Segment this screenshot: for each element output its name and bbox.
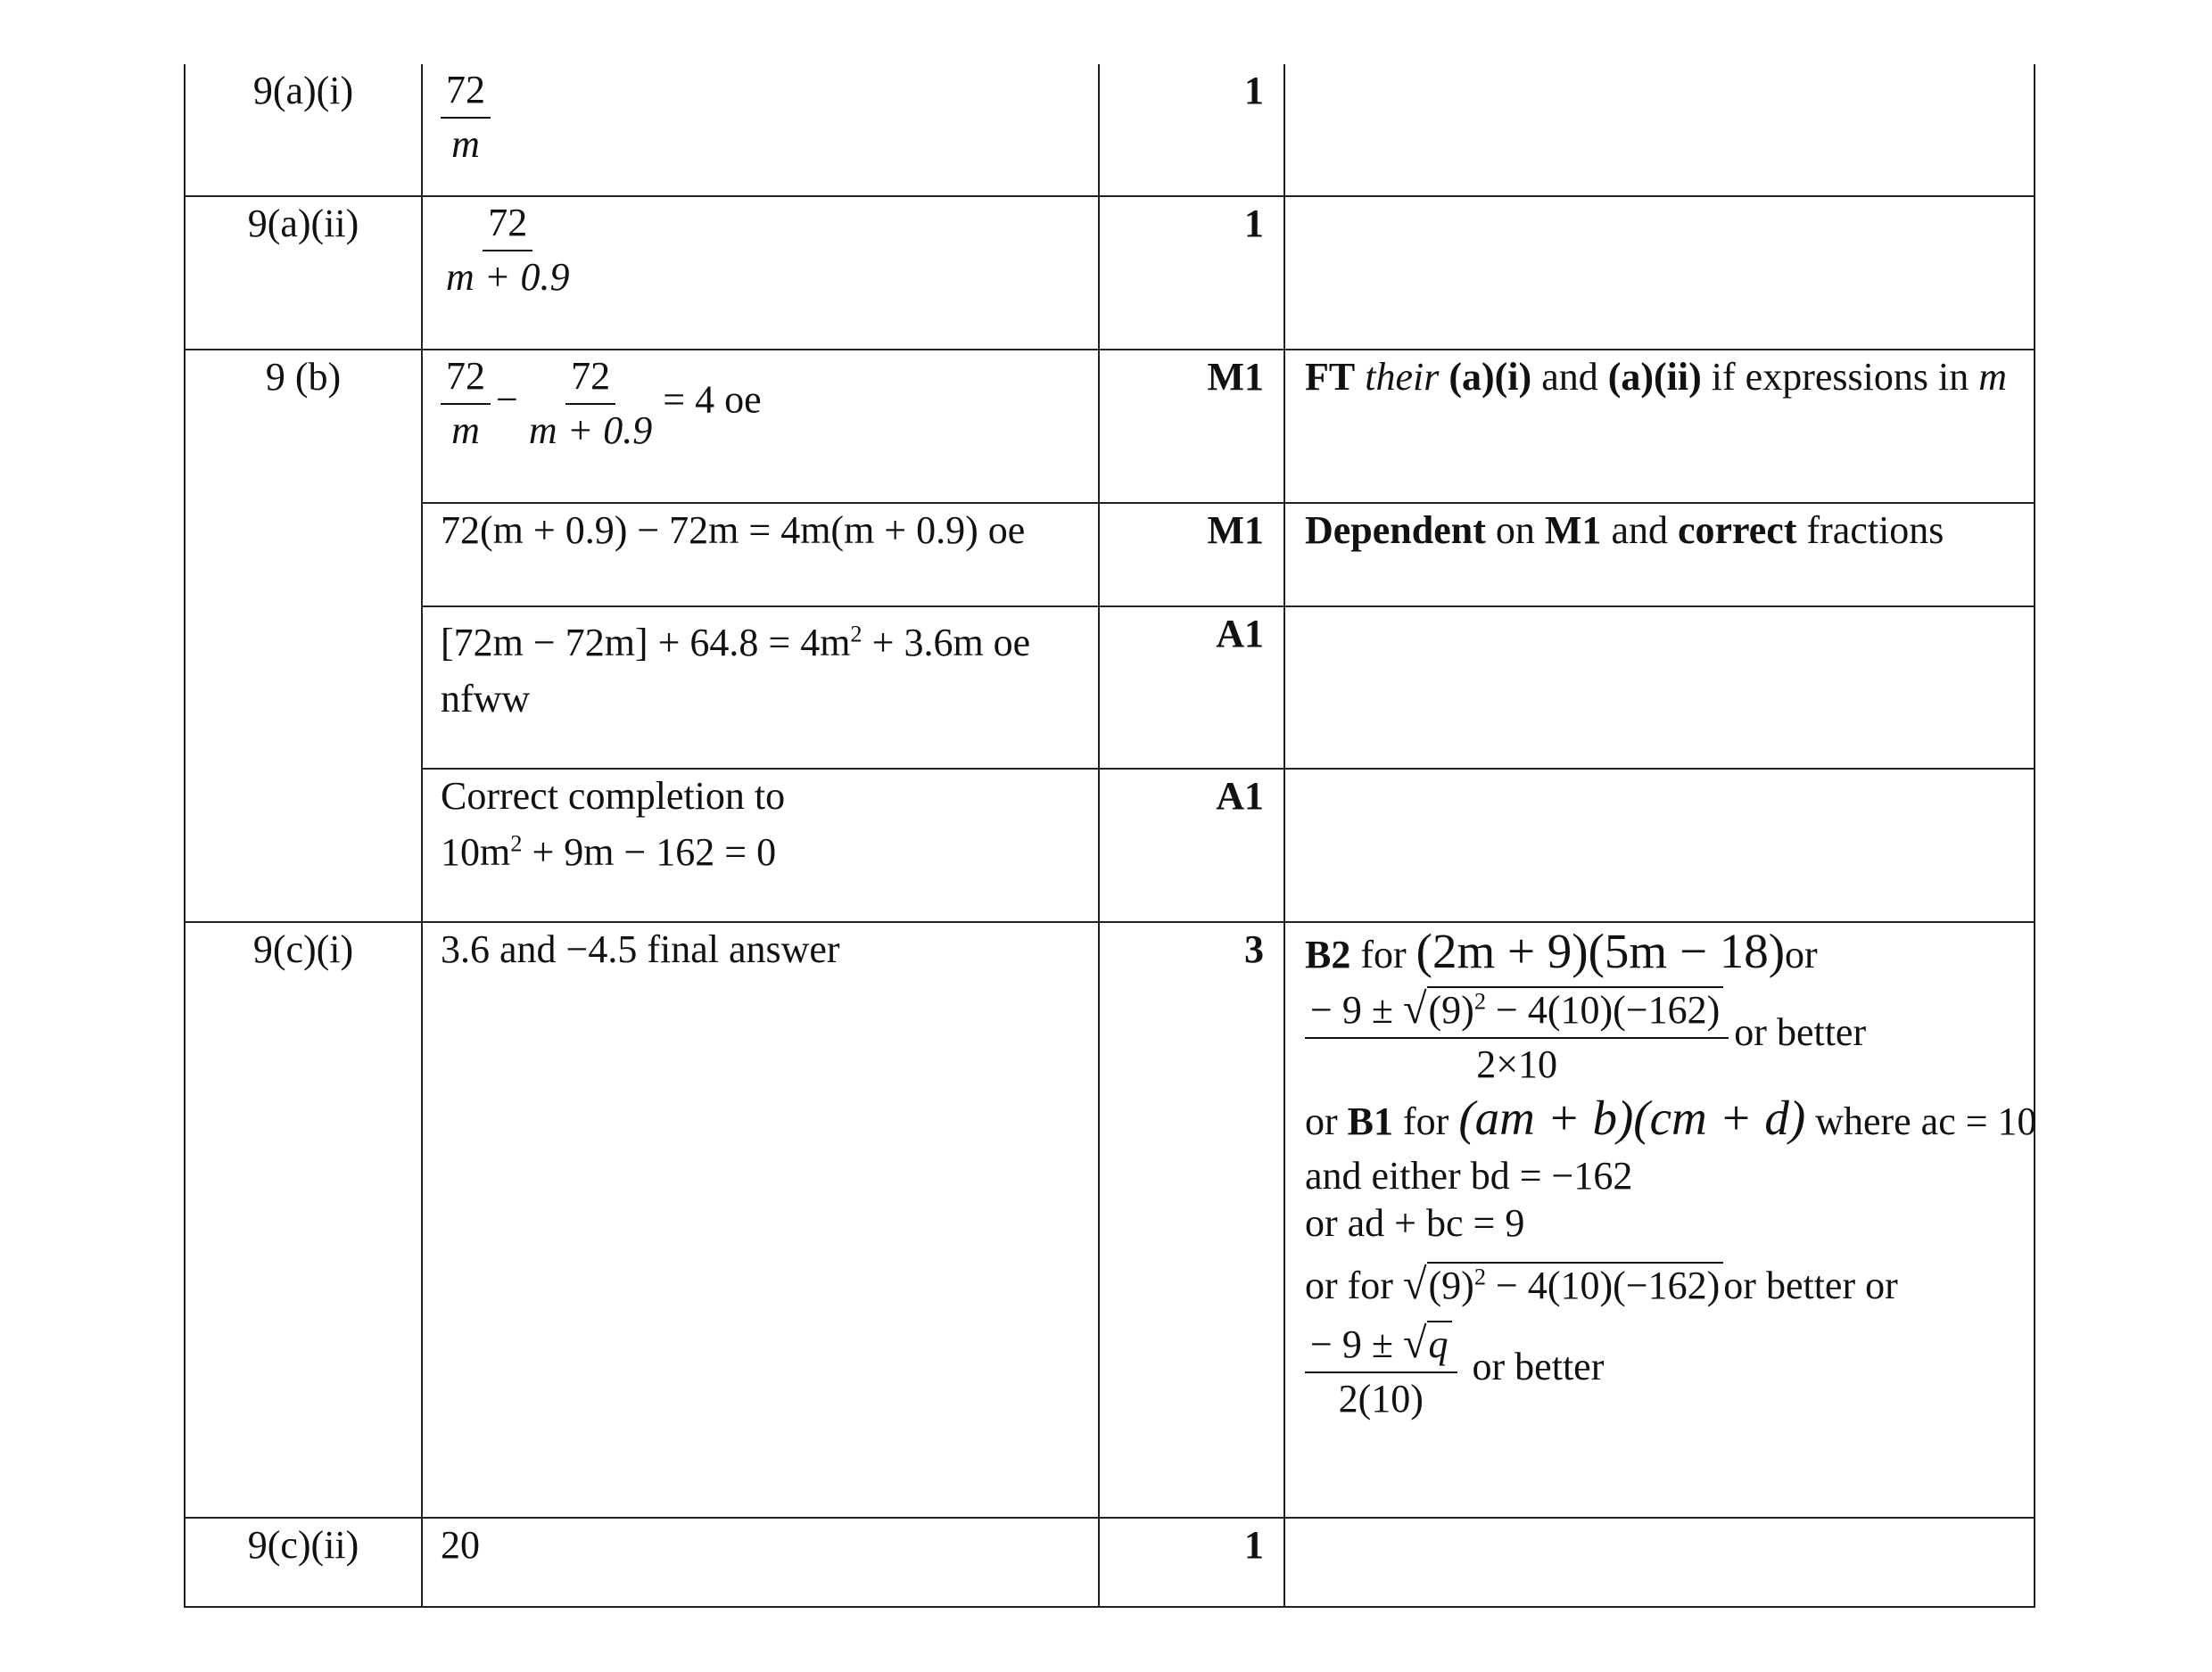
mark-cell: A1 (1099, 769, 1284, 922)
mark-cell: 1 (1099, 64, 1284, 196)
exponent: 2 (850, 620, 863, 647)
fraction (441, 201, 574, 300)
equation: $[72m - 72m] + 64.8 = 4m^2 + 3.6m$ oe (441, 620, 1031, 664)
completion-text: Correct completion to (441, 774, 786, 818)
row-9b-step2 (185, 503, 2035, 606)
numerator: 72 (441, 68, 491, 119)
numerator: 72 (441, 354, 491, 405)
guidance-cell (1284, 64, 2035, 196)
minus-sign: − (496, 377, 518, 422)
answer-cell (422, 503, 1099, 606)
row-9ai (185, 64, 2035, 196)
answer-cell (422, 196, 1099, 350)
question-number: 9(c)(ii) (185, 1518, 422, 1607)
row-9aii (185, 196, 2035, 350)
guidance-cell (1284, 503, 2035, 606)
guidance-cell (1284, 350, 2035, 503)
guidance-line: $\frac{- 9 \pm √q}{2(10)}$ or better (1305, 1319, 2016, 1422)
mark-cell: M1 (1099, 503, 1284, 606)
quadratic-formula-fraction: $\frac{- 9 \pm √(9)^2 - 4(10)(-162)}{2\times 10}$ (1305, 984, 1729, 1088)
mark-cell: 3 (1099, 922, 1284, 1518)
guidance-cell (1284, 606, 2035, 769)
mark-cell: M1 (1099, 350, 1284, 503)
denominator (446, 119, 485, 168)
mark-cell: 1 (1099, 1518, 1284, 1607)
radical-icon: √ (1402, 984, 1427, 1033)
guidance-line: or B1 for (am + b)(cm + d) where ac = 10 (1305, 1091, 2037, 1146)
equation: $10m^2 + 9m - 162 = 0$ (441, 829, 777, 874)
question-number: 9(a)(ii) (185, 196, 422, 350)
equation: 72(m + 0.9) − 72m = 4m(m + 0.9) oe (441, 508, 1026, 552)
guidance-line: $\frac{- 9 \pm √(9)^2 - 4(10)(-162)}{2\times 10}$ or better (1305, 984, 2016, 1088)
guidance-line: B2 for (2m + 9)(5m − 18)or (1305, 924, 1818, 978)
guidance-bold: (a)(i) (1449, 355, 1532, 399)
row-9b-step4 (185, 769, 2035, 922)
question-number: 9(a)(i) (185, 64, 422, 196)
mark-scheme-table (184, 64, 2035, 1608)
guidance-cell (1284, 196, 2035, 350)
numerator: 72 (565, 354, 615, 405)
answer-cell (422, 606, 1099, 769)
radical-icon: √ (1402, 1319, 1427, 1367)
guidance-line: or for $√(9)^2 - 4(10)(-162)or$ better or (1305, 1261, 1898, 1309)
mark-cell: A1 (1099, 606, 1284, 769)
answer-cell: 3.6 and −4.5 final answer (422, 922, 1099, 1518)
guidance-line: or ad + bc = 9 (1305, 1200, 1525, 1245)
row-9b-step3 (185, 606, 2035, 769)
equation-rhs: = 4 oe (663, 377, 762, 422)
fraction (524, 354, 657, 453)
quadratic-formula-fraction: $\frac{- 9 \pm √q}{2(10)}$ (1305, 1319, 1457, 1422)
answer-cell (422, 769, 1099, 922)
variable-m: m (1978, 355, 2007, 399)
guidance-text: and (1541, 355, 1598, 399)
guidance-bold: (a)(ii) (1607, 355, 1702, 399)
row-9cii (185, 1518, 2035, 1607)
nfww-note: nfww (441, 676, 531, 721)
guidance-text: and (1611, 508, 1668, 552)
guidance-text: if expressions in (1711, 355, 1969, 399)
fraction (441, 68, 491, 167)
guidance-cell (1284, 769, 2035, 922)
numerator: 72 (483, 201, 532, 251)
guidance-line: and either bd = −162 (1305, 1153, 1633, 1198)
guidance-text: on (1495, 508, 1535, 552)
answer-cell (422, 64, 1099, 196)
denominator-expression: m + 0.9 (446, 254, 570, 299)
general-factor-expression: (am + b)(cm + d) (1458, 1091, 1806, 1146)
answer-cell (422, 350, 1099, 503)
guidance-text: fractions (1806, 508, 1944, 552)
exponent: 2 (510, 829, 523, 857)
question-number: 9 (b) (185, 350, 422, 922)
denominator (441, 251, 574, 301)
variable-m: m (451, 408, 480, 452)
guidance-cell (1284, 922, 2035, 1518)
guidance-cell (1284, 1518, 2035, 1607)
guidance-bold: correct (1677, 508, 1797, 552)
factorised-expression: (2m + 9)(5m − 18) (1416, 924, 1786, 978)
denominator-expression: m + 0.9 (528, 408, 653, 452)
guidance-bold: M1 (1544, 508, 1602, 552)
denominator (446, 405, 485, 454)
guidance-bold: Dependent (1305, 508, 1486, 552)
row-9b-step1 (185, 350, 2035, 503)
guidance-italic: their (1365, 355, 1440, 399)
row-9ci (185, 922, 2035, 1518)
radical-icon: √ (1402, 1261, 1427, 1309)
guidance-bold: FT (1305, 355, 1356, 399)
variable-m: m (451, 121, 480, 166)
answer-cell: 20 (422, 1518, 1099, 1607)
denominator (524, 405, 657, 454)
fraction (441, 354, 491, 453)
mark-cell: 1 (1099, 196, 1284, 350)
question-number: 9(c)(i) (185, 922, 422, 1518)
